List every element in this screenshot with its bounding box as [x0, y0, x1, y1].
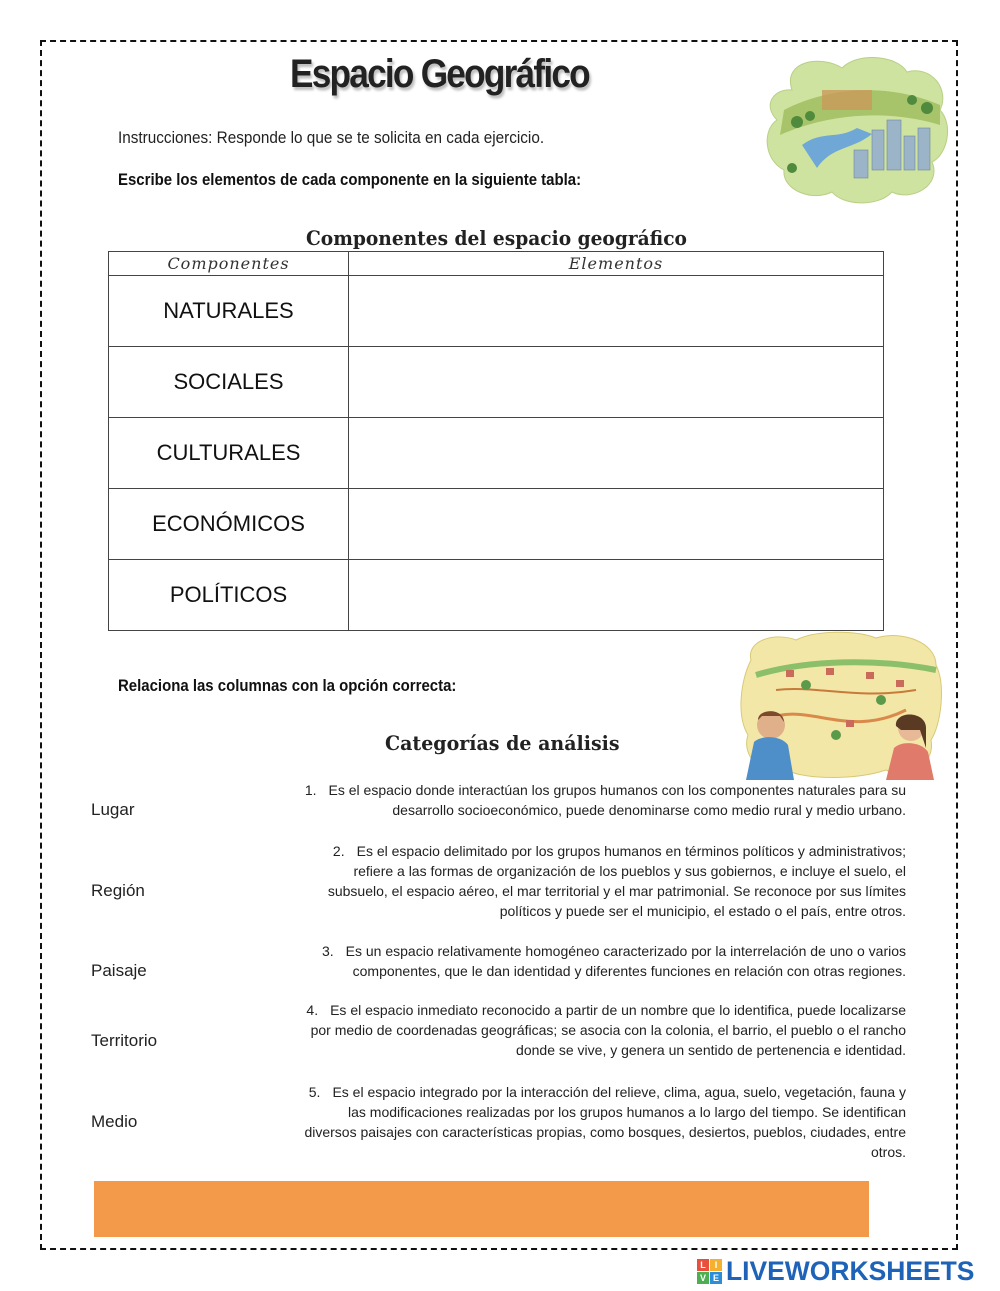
- definition-number: 1.: [304, 782, 317, 798]
- definition-text: Es el espacio integrado por la interacción del relieve, clima, agua, suelo, vegetación, fauna y las modificaciones realizadas por los grupos humanos a lo largo del tiempo. Se identifican diversos paisajes con características propias, como bosques, desiertos, pueblos, ciudades, entre otros.: [304, 1084, 906, 1160]
- definition-number: 4.: [306, 1002, 319, 1018]
- definition-4[interactable]: [300, 1000, 906, 1060]
- instructions-text: Instrucciones: Responde lo que se te solicita en cada ejercicio.: [118, 128, 545, 147]
- elements-answer-cell[interactable]: [349, 560, 884, 631]
- elements-answer-cell[interactable]: [349, 276, 884, 347]
- definition-3[interactable]: [300, 941, 906, 981]
- term-paisaje[interactable]: Paisaje: [91, 961, 147, 980]
- term-territorio[interactable]: Territorio: [91, 1031, 158, 1050]
- term-lugar[interactable]: Lugar: [91, 800, 135, 819]
- definition-number: 2.: [332, 843, 345, 859]
- definition-2[interactable]: [300, 841, 906, 921]
- components-table-title: Componentes del espacio geográfico: [306, 226, 687, 250]
- table-header-row: [109, 252, 884, 276]
- logo-letter-l: L: [697, 1259, 709, 1271]
- elements-answer-cell[interactable]: [349, 418, 884, 489]
- elements-answer-cell[interactable]: [349, 489, 884, 560]
- definition-text: Es el espacio donde interactúan los grupos humanos con los componentes naturales para su desarrollo socioeconómico, puede denominarse como medio rural y medio urbano.: [328, 782, 906, 818]
- definition-number: 5.: [308, 1084, 321, 1100]
- column-header: Elementos: [349, 252, 884, 276]
- definition-text: Es el espacio delimitado por los grupos humanos en términos políticos y administrativos; refiere a las formas de organización de los pueblos y sus gobiernos, e incluye el suelo, el subsuelo, el espacio aéreo, el mar territorial y el mar patrimonial. Se reconoce por sus límites políticos y puede ser el municipio, el estado o el país, entre otros.: [327, 843, 906, 919]
- logo-letter-i: I: [710, 1259, 722, 1271]
- table-row: [109, 489, 884, 560]
- definition-text: Es un espacio relativamente homogéneo caracterizado por la interrelación de uno o varios componentes, que le dan identidad y diferentes funciones en relación con otras regiones.: [345, 943, 906, 979]
- definition-number: 3.: [321, 943, 334, 959]
- orange-footer-bar: [94, 1181, 869, 1237]
- logo-letter-e: E: [710, 1272, 722, 1284]
- exercise2-prompt: Relaciona las columnas con la opción correcta:: [118, 676, 457, 695]
- categories-title: Categorías de análisis: [385, 731, 620, 755]
- logo-blocks-icon: [697, 1259, 722, 1284]
- definition-1[interactable]: [300, 780, 906, 820]
- term-medio[interactable]: Medio: [91, 1112, 138, 1131]
- definition-text: Es el espacio inmediato reconocido a partir de un nombre que lo identifica, puede localizarse por medio de coordenadas geográficas; se asocia con la colonia, el barrio, el pueblo o el rancho donde se vive, y genera un sentido de pertenencia e identidad.: [310, 1002, 906, 1058]
- elements-answer-cell[interactable]: [349, 347, 884, 418]
- term-region[interactable]: Región: [91, 881, 145, 900]
- definition-5[interactable]: [300, 1082, 906, 1162]
- table-row: [109, 276, 884, 347]
- table-row: [109, 560, 884, 631]
- component-label: SOCIALES: [109, 347, 349, 418]
- component-label: CULTURALES: [109, 418, 349, 489]
- table-row: [109, 347, 884, 418]
- table-row: [109, 418, 884, 489]
- liveworksheets-logo: [697, 1256, 980, 1287]
- components-table: [108, 251, 884, 631]
- page-title: Espacio Geográfico: [290, 52, 589, 96]
- logo-letter-v: V: [697, 1272, 709, 1284]
- component-label: NATURALES: [109, 276, 349, 347]
- component-label: POLÍTICOS: [109, 560, 349, 631]
- component-label: ECONÓMICOS: [109, 489, 349, 560]
- logo-text: LIVEWORKSHEETS: [726, 1256, 975, 1286]
- column-header: Componentes: [109, 252, 349, 276]
- children-with-map-illustration: [736, 630, 946, 780]
- exercise1-prompt: Escribe los elementos de cada componente en la siguiente tabla:: [118, 170, 582, 189]
- landscape-illustration: [762, 50, 952, 205]
